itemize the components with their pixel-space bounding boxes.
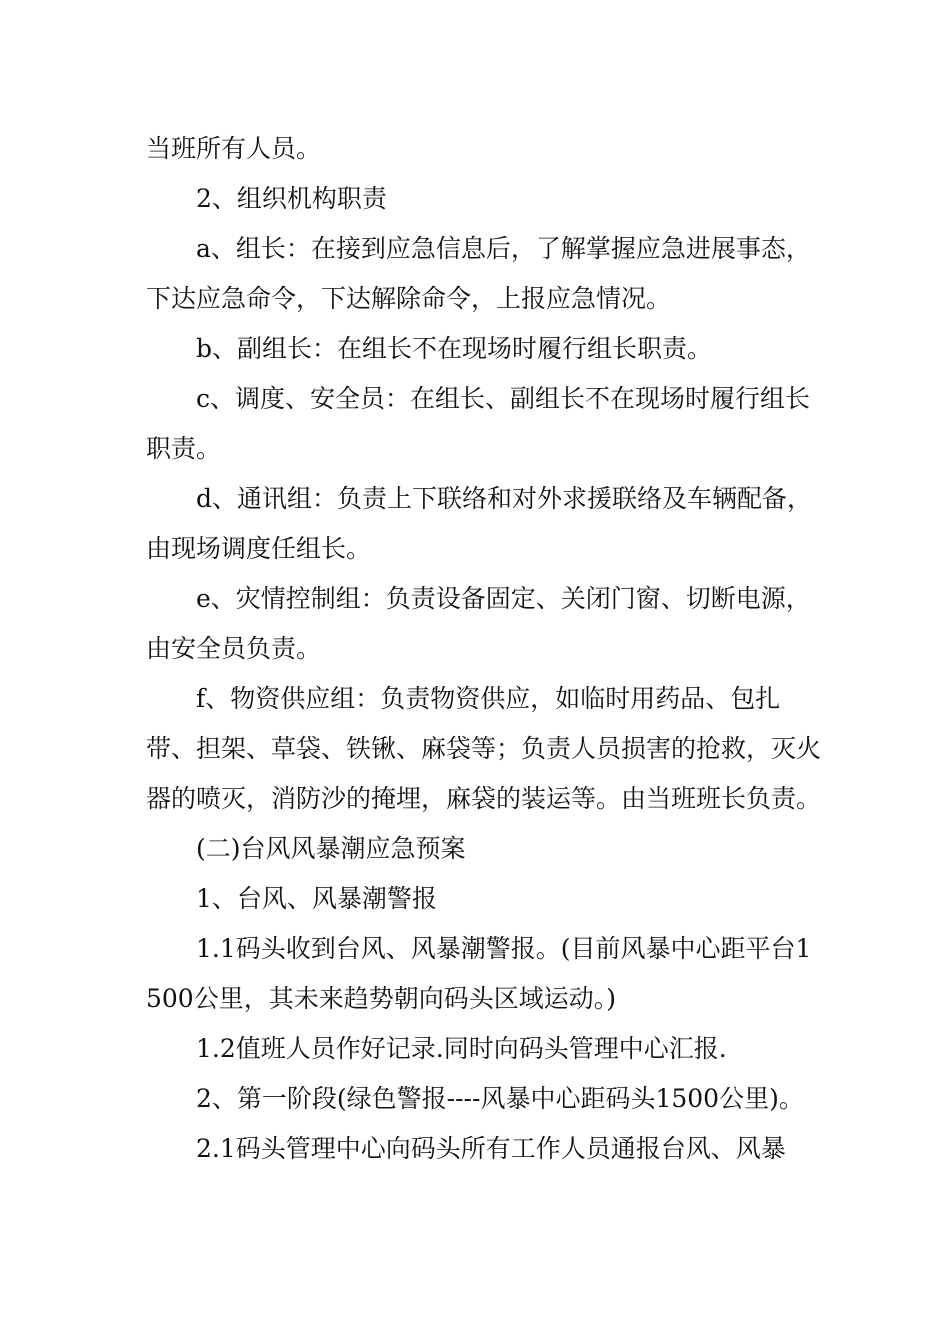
paragraph-14: 2.1码头管理中心向码头所有工作人员通报台风、风暴 <box>196 1134 786 1163</box>
paragraph-5: c、调度、安全员：在组长、副组长不在现场时履行组长职责。 <box>146 384 811 463</box>
document-body <box>146 124 826 1174</box>
paragraph-9: (二)台风风暴潮应急预案 <box>196 834 466 863</box>
paragraph-8: f、物资供应组：负责物资供应，如临时用药品、包扎带、担架、草袋、铁锹、麻袋等；负责人员损害的抢救，灭火器的喷灭，消防沙的掩埋，麻袋的装运等。由当班班长负责。 <box>146 684 822 813</box>
paragraph-1: 当班所有人员。 <box>146 134 322 163</box>
paragraph-13: 2、第一阶段(绿色警报----风暴中心距码头1500公里)。 <box>196 1084 804 1113</box>
paragraph-10: 1、台风、风暴潮警报 <box>196 884 437 913</box>
paragraph-4: b、副组长：在组长不在现场时履行组长职责。 <box>196 334 713 363</box>
paragraph-6: d、通讯组：负责上下联络和对外求援联络及车辆配备，由现场调度任组长。 <box>146 484 813 563</box>
paragraph-2: 2、组织机构职责 <box>196 184 387 213</box>
paragraph-3: a、组长：在接到应急信息后，了解掌握应急进展事态，下达应急命令，下达解除命令，上报应急情况。 <box>146 234 811 313</box>
paragraph-7: e、灾情控制组：负责设备固定、关闭门窗、切断电源，由安全员负责。 <box>146 584 811 663</box>
paragraph-12: 1.2值班人员作好记录.同时向码头管理中心汇报. <box>196 1034 727 1063</box>
paragraph-11: 1.1码头收到台风、风暴潮警报。(目前风暴中心距平台1500公里，其未来趋势朝向码头区域运动。) <box>146 934 812 1013</box>
